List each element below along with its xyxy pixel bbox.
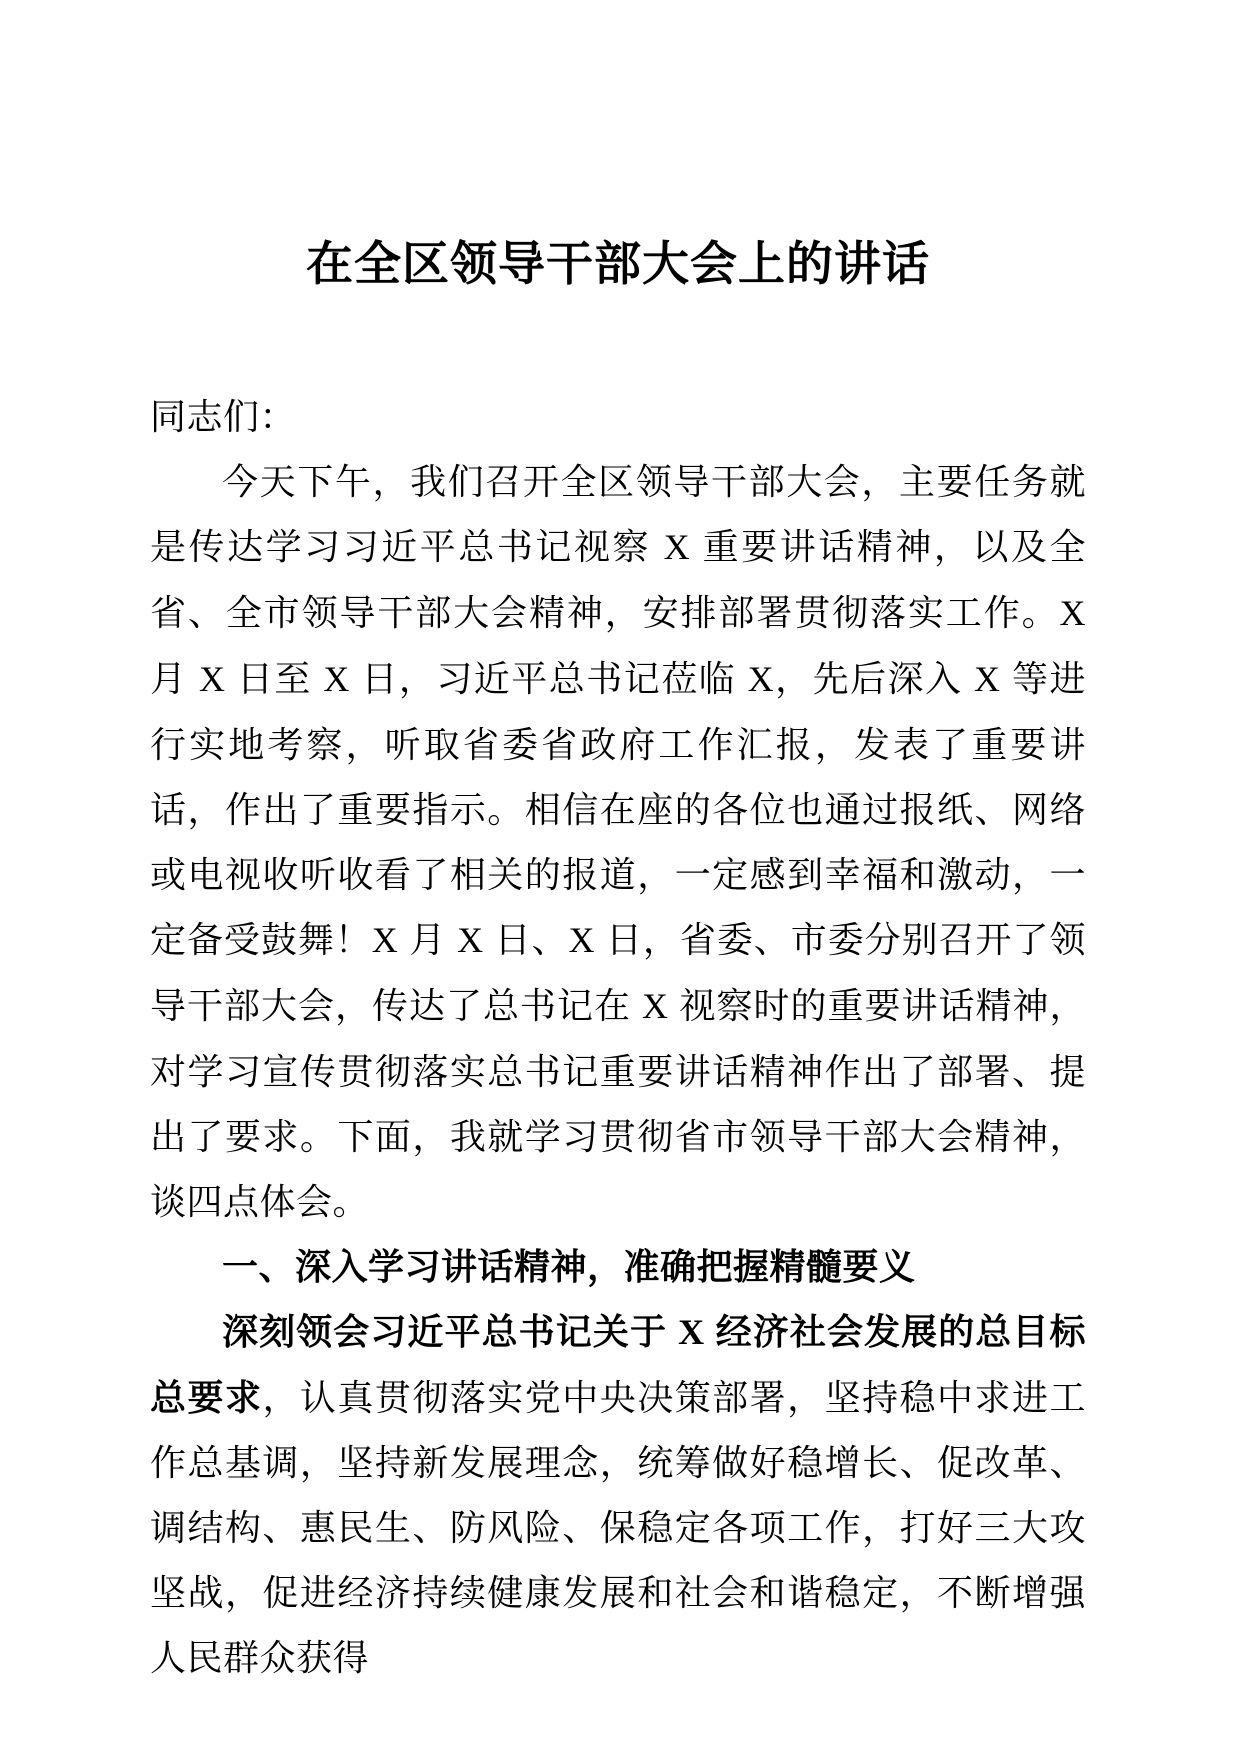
bold-text-run: 一、深入学习讲话精神，准确把握精髓要义 (222, 1245, 916, 1287)
document-body (150, 384, 1086, 1690)
text-run: ，认真贯彻落实党中央决策部署，坚持稳中求进工作总基调，坚持新发展理念，统筹做好稳增长、促改革、调结构、惠民生、防风险、保稳定各项工作，打好三大攻坚战，促进经济持续健康发展和社会和谐稳定，不断增强人民群众获得 (150, 1376, 1086, 1678)
latin-letter: X (1059, 592, 1086, 633)
latin-letter: X (371, 919, 399, 960)
section-heading (150, 1234, 1086, 1299)
paragraph (150, 1299, 1086, 1690)
latin-letter: X (663, 526, 691, 567)
document-title: 在全区领导干部大会上的讲话 (306, 237, 930, 290)
text-run: 今天下午，我们召开全区领导干部大会，主要任务就是传达学习习近平总书记视察 X 重要讲话精神，以及全省、全市领导干部大会精神，安排部署贯彻落实工作。X 月 X 日至 X 日，习近平总书记莅临 X，先后深入 X 等进行实地考察，听取省委省政府工作汇报，发表了重要讲话，作出了重要指示。相信在座的各位也通过报纸、网络或电视收听收看了相关的报道，一定感到幸福和激动，一定备受鼓舞！X 月 X 日、X 日，省委、市委分别召开了领导干部大会，传达了总书记在 X 视察时的重要讲话精神，对学习宣传贯彻落实总书记重要讲话精神作出了部署、提出了要求。下面，我就学习贯彻省市领导干部大会精神，谈四点体会。 (150, 460, 1086, 1222)
latin-letter: X (747, 658, 775, 699)
latin-letter: X (323, 658, 350, 699)
paragraph (150, 449, 1086, 1234)
bold-text-run: 深刻领会习近平总书记关于 X 经济社会发展的总目标总要求 (150, 1310, 1086, 1418)
latin-letter: X (568, 919, 596, 960)
latin-letter: X (198, 658, 226, 699)
latin-letter: X (678, 1311, 705, 1352)
text-run: 同志们： (150, 395, 297, 437)
latin-letter: X (457, 919, 484, 960)
latin-letter: X (974, 658, 1001, 699)
latin-letter: X (642, 985, 669, 1026)
paragraph (150, 384, 1086, 449)
